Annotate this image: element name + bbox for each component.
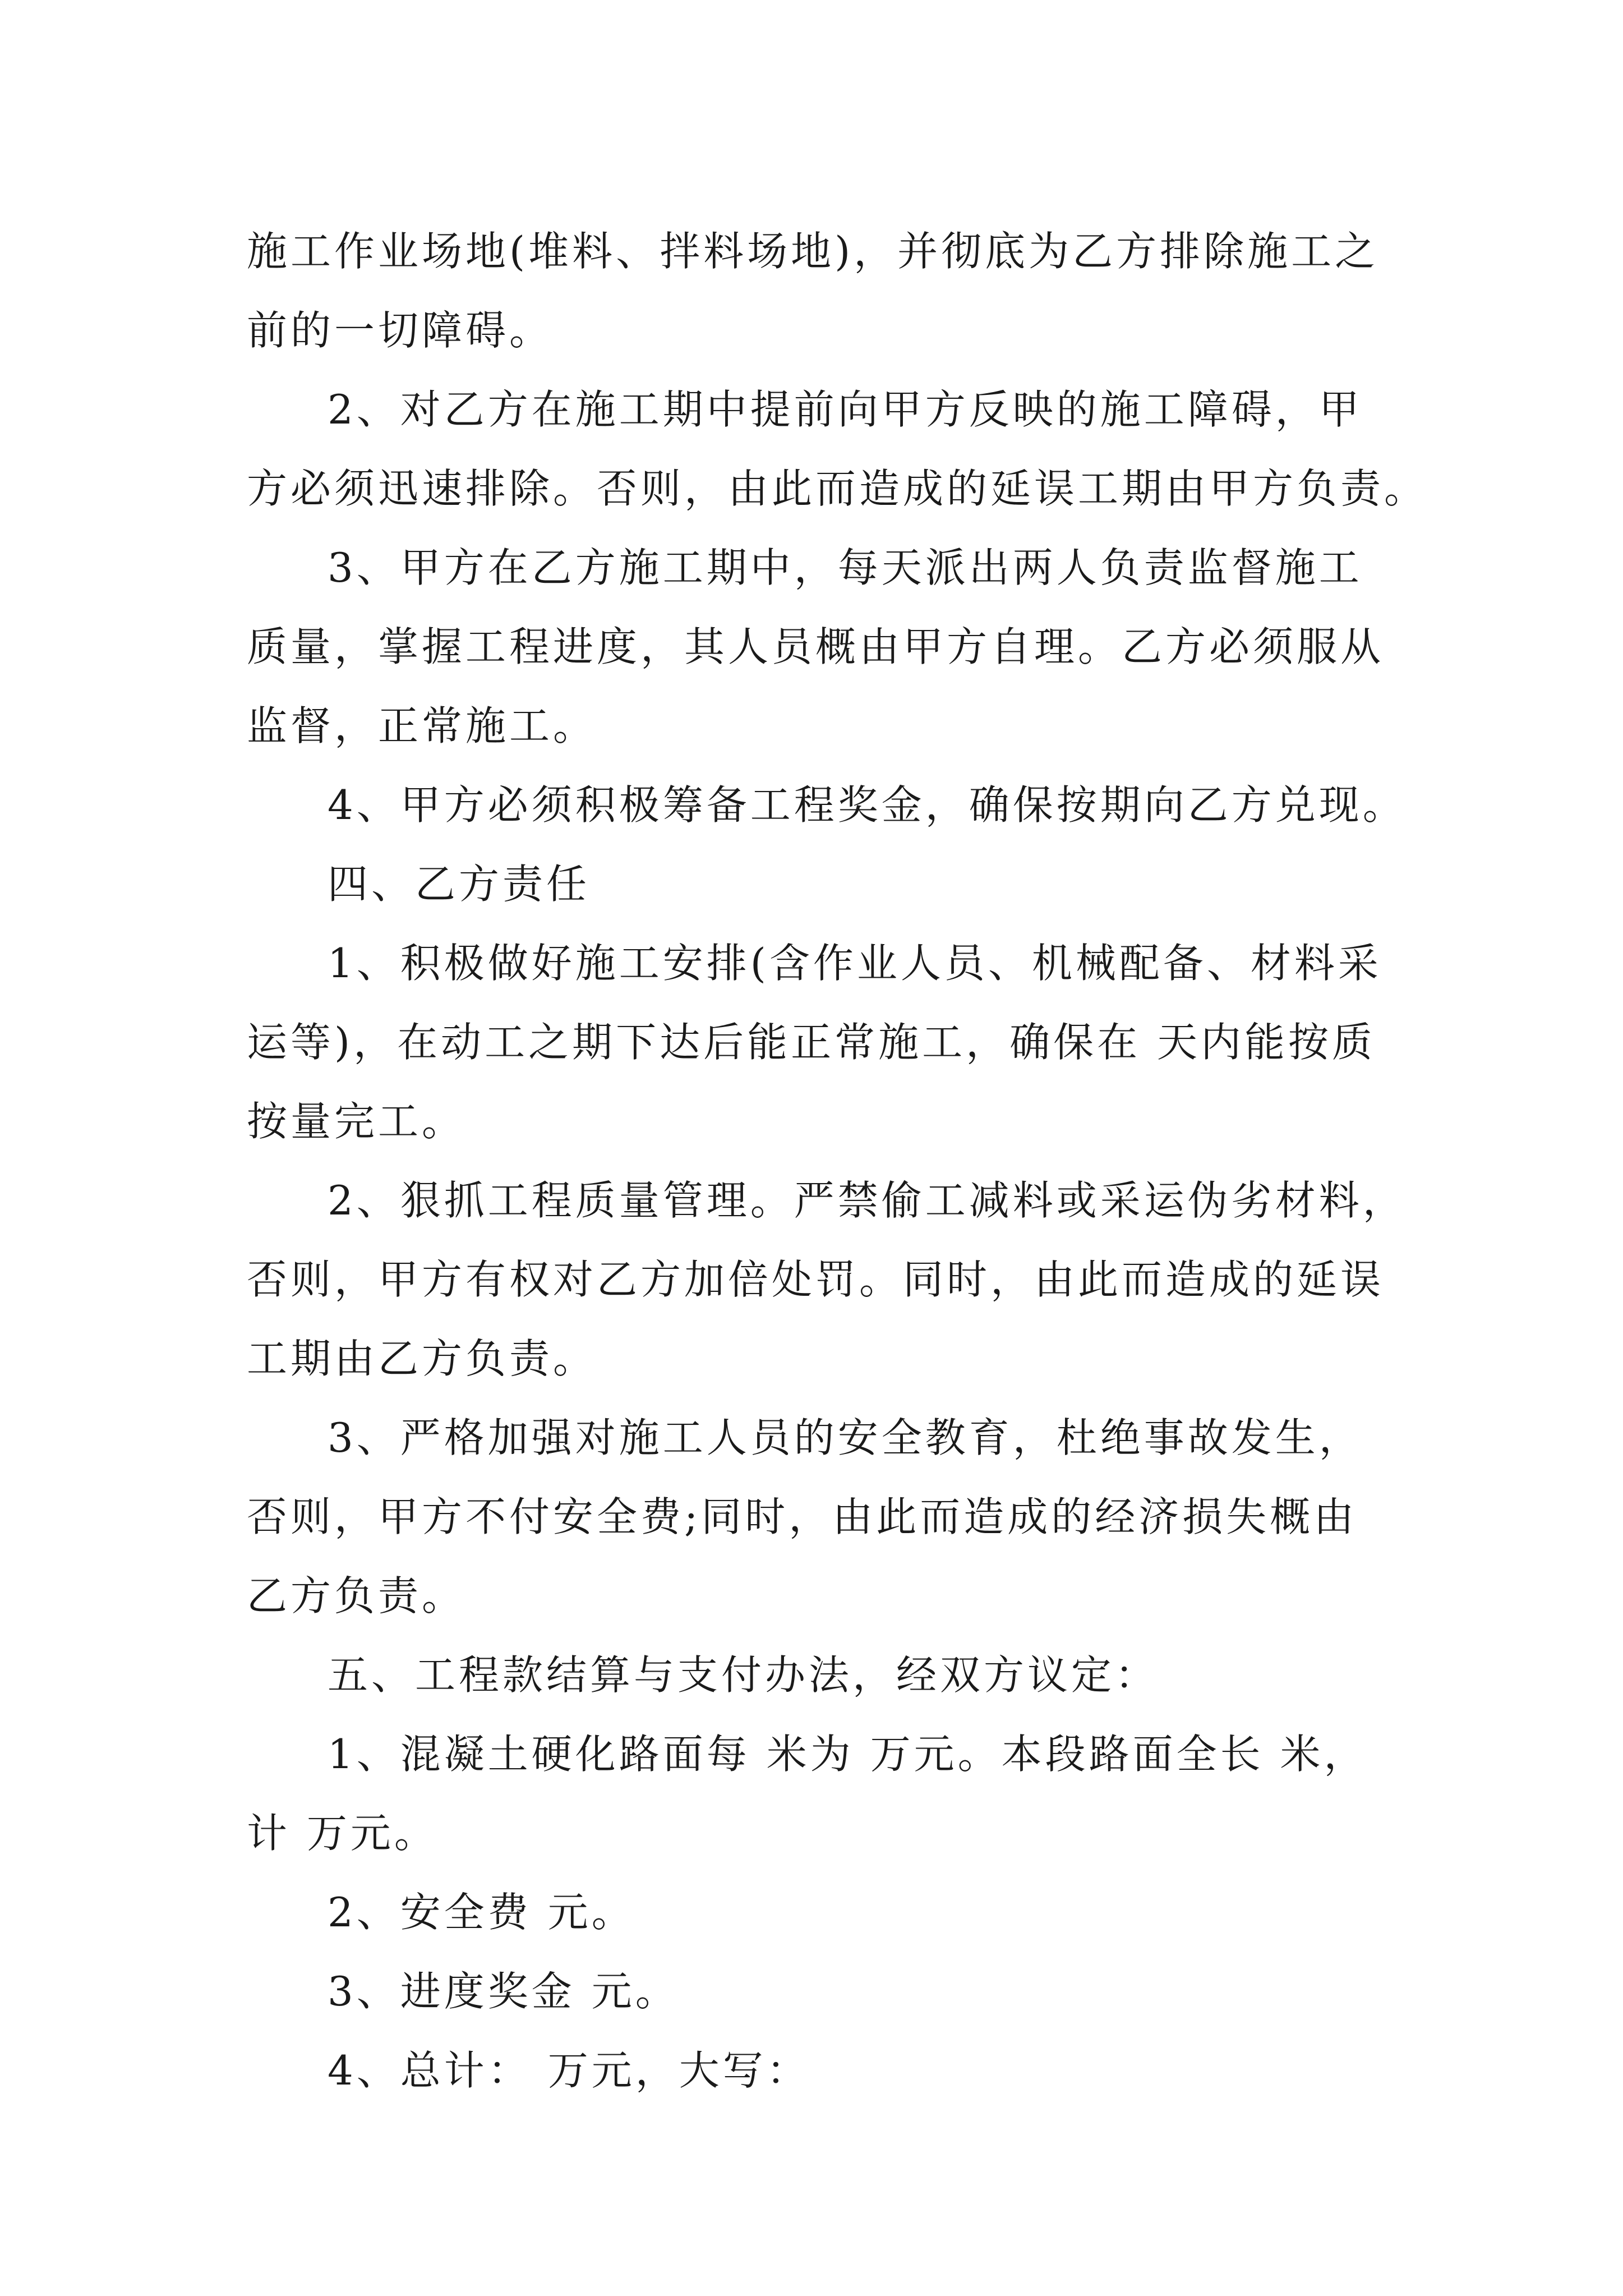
section-heading: 四、乙方责任	[328, 861, 591, 908]
section-heading-payment	[247, 1636, 1424, 1715]
text-line: 计 万元。	[247, 1810, 438, 1857]
text-line: 1、积极做好施工安排(含作业人员、机械配备、材料采	[328, 940, 1382, 987]
text-line: 3、进度奖金 元。	[328, 1968, 679, 2015]
text-line: 3、甲方在乙方施工期中，每天派出两人负责监督施工	[328, 544, 1363, 591]
text-line: 4、总计： 万元，大写：	[328, 2047, 810, 2094]
paragraph-site-clearance	[247, 212, 1424, 370]
section-heading-party-b	[247, 845, 1424, 924]
text-line: 质量，掌握工程进度，其人员概由甲方自理。乙方必须服从	[247, 623, 1385, 670]
paragraph-clause-4-funding	[247, 766, 1424, 845]
text-line: 1、混凝土硬化路面每 米为 万元。本段路面全长 米，	[328, 1731, 1368, 1778]
paragraph-payment-3-bonus	[247, 1952, 1424, 2031]
text-line: 否则，甲方不付安全费;同时，由此而造成的经济损失概由	[247, 1493, 1358, 1540]
paragraph-payment-1-road	[247, 1715, 1424, 1873]
paragraph-b-clause-1-arrangement	[247, 924, 1424, 1161]
text-line: 2、安全费 元。	[328, 1889, 635, 1936]
paragraph-b-clause-3-safety	[247, 1398, 1424, 1636]
text-line: 监督，正常施工。	[247, 702, 597, 749]
text-line: 施工作业场地(堆料、拌料场地)，并彻底为乙方排除施工之	[247, 228, 1379, 275]
text-line: 方必须迅速排除。否则，由此而造成的延误工期由甲方负责。	[247, 465, 1428, 512]
paragraph-clause-3-supervision	[247, 528, 1424, 766]
paragraph-payment-4-total	[247, 2031, 1424, 2110]
section-heading: 五、工程款结算与支付办法，经双方议定：	[328, 1651, 1159, 1699]
text-line: 运等)，在动工之期下达后能正常施工，确保在 天内能按质	[247, 1019, 1376, 1066]
text-line: 2、对乙方在施工期中提前向甲方反映的施工障碍，甲	[328, 386, 1363, 433]
text-line: 2、狠抓工程质量管理。严禁偷工减料或采运伪劣材料，	[328, 1177, 1407, 1224]
text-line: 工期由乙方负责。	[247, 1335, 597, 1382]
text-line: 按量完工。	[247, 1098, 466, 1145]
text-line: 3、严格加强对施工人员的安全教育，杜绝事故发生，	[328, 1414, 1363, 1461]
text-line: 乙方负责。	[247, 1572, 466, 1619]
paragraph-payment-2-safety-fee	[247, 1873, 1424, 1952]
paragraph-b-clause-2-quality	[247, 1161, 1424, 1398]
text-line: 4、甲方必须积极筹备工程奖金，确保按期向乙方兑现。	[328, 781, 1407, 829]
text-line: 否则，甲方有权对乙方加倍处罚。同时，由此而造成的延误	[247, 1256, 1385, 1303]
body-text	[247, 212, 1428, 2110]
paragraph-clause-2-obstacles	[247, 370, 1428, 528]
text-line: 前的一切障碍。	[247, 307, 554, 354]
